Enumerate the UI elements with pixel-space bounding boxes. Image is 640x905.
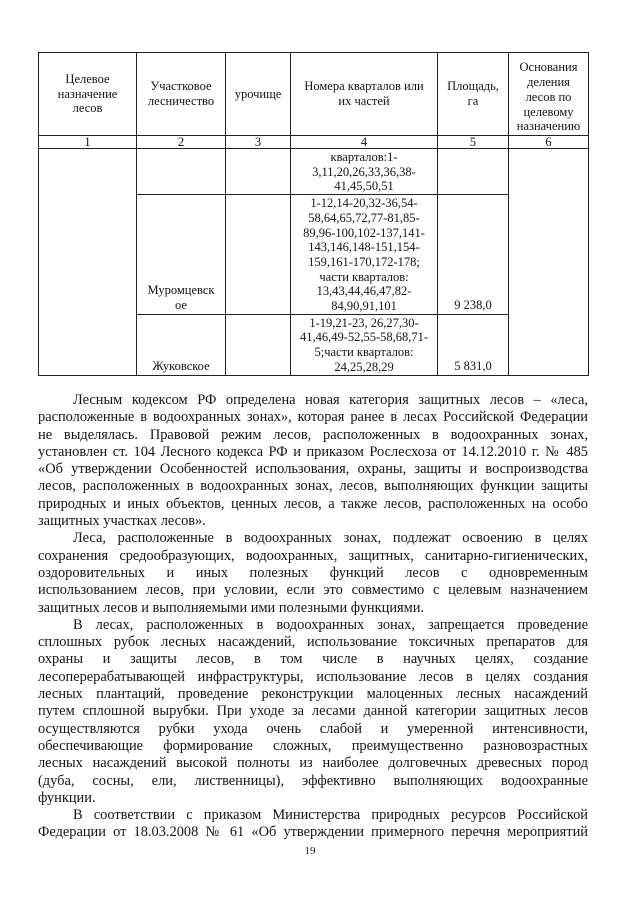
body-text — [38, 392, 588, 842]
text-line: защитных участках лесов». — [38, 513, 206, 530]
forestry-cell — [137, 149, 226, 195]
area-cell: 9 238,0 — [438, 195, 509, 315]
header-line: назначению — [516, 119, 581, 134]
basis-cell — [509, 149, 589, 376]
text-line: использованием лесов, при условии, если это совместимо с целевым назначением — [38, 582, 588, 599]
tract-cell — [226, 195, 291, 315]
text-line: расположенные в водоохранных зонах», которая ранее в лесах Российской Федерации — [38, 409, 588, 426]
text-line: сохранения средообразующих, водоохранных, защитных, санитарно-гигиенических, — [38, 547, 588, 564]
area-cell — [438, 149, 509, 195]
column-number-row — [39, 136, 589, 149]
header-line: Площадь, — [447, 79, 499, 94]
column-number: 4 — [291, 136, 438, 149]
quarters-cell — [291, 149, 438, 195]
quarters-cell — [291, 314, 438, 375]
header-line: га — [467, 94, 479, 108]
paragraph — [38, 392, 588, 530]
header-line: назначение — [57, 86, 118, 101]
header-line: деления — [527, 75, 570, 90]
quarters-line: 13,43,44,46,47,82- — [316, 284, 412, 299]
tract-cell — [226, 149, 291, 195]
header-line: лесничество — [147, 94, 215, 108]
text-line: природных и иных объектов, ценных лесов, а также лесов, расположенных на особо — [38, 495, 588, 512]
column-number: 1 — [39, 136, 137, 149]
text-line: В лесах, расположенных в водоохранных зонах, запрещается проведение — [73, 616, 588, 633]
text-line: путем сплошной вырубки. При уходе за лесами данной категории защитных лесов — [38, 703, 588, 720]
header-line: Участковое — [150, 79, 212, 94]
forest-purpose-table — [38, 52, 589, 376]
page-number: 19 — [304, 845, 316, 857]
area-cell: 5 831,0 — [438, 314, 509, 375]
forestry-line: Жуковское — [152, 358, 210, 373]
quarters-line: 1-12,14-20,32-36,54- — [310, 196, 418, 211]
text-line: установлен ст. 104 Лесного кодекса РФ и приказом Рослесхоза от 14.12.2010 г. № 485 — [38, 443, 588, 460]
text-line: лесных плантаций, проведение реконструкции малоценных лесных насаждений — [38, 686, 588, 703]
text-line: оздоровительных и иных полезных функций лесов с одновременным — [38, 564, 588, 581]
quarters-line: 41,45,50,51 — [334, 179, 394, 194]
header-cell-quarters — [291, 53, 438, 136]
text-line: не выделялась. Правовой режим лесов, расположенных в водоохранных зонах, — [38, 426, 588, 443]
header-cell-tract — [226, 53, 291, 136]
text-line: обеспечивающие формирование сложных, преимущественно разновозрастных — [38, 737, 588, 754]
paragraph — [38, 807, 588, 842]
header-line: Целевое — [65, 71, 110, 86]
quarters-cell — [291, 195, 438, 315]
quarters-line: 58,64,65,72,77-81,85- — [308, 210, 420, 225]
forestry-cell — [137, 314, 226, 375]
tract-cell — [226, 314, 291, 375]
purpose-cell — [39, 149, 137, 376]
text-line: Федерации от 18.03.2008 № 61 «Об утверждении примерного перечня мероприятий — [38, 824, 588, 841]
text-line: В соответствии с приказом Министерства природных ресурсов Российской — [73, 807, 588, 824]
header-cell-forestry — [137, 53, 226, 136]
forestry-cell — [137, 195, 226, 315]
table-row — [39, 149, 589, 195]
header-line: Основания — [519, 60, 578, 75]
text-line: Леса, расположенные в водоохранных зонах, подлежат освоению в целях — [73, 530, 588, 547]
text-line: лесных насаждений высокой полноты из наиболее долговечных древесных пород — [38, 755, 588, 772]
column-number: 2 — [137, 136, 226, 149]
header-line: урочище — [234, 86, 282, 101]
header-line: их частей — [338, 94, 390, 108]
quarters-line: 143,146,148-151,154- — [308, 240, 420, 255]
quarters-line: кварталов:1- — [330, 150, 398, 164]
text-line: защитных лесов и выполняемыми ими полезными функциями. — [38, 599, 425, 616]
text-line: осуществляются рубки ухода очень слабой и умеренной интенсивности, — [38, 720, 588, 737]
table-header-row — [39, 53, 589, 136]
quarters-line: 84,90,91,101 — [331, 299, 397, 314]
text-line: «Об утверждении Особенностей использования, охраны, защиты и воспроизводства — [38, 461, 588, 478]
header-line: лесов — [72, 101, 103, 116]
header-cell-purpose — [39, 53, 137, 136]
quarters-line: 159,161-170,172-178; — [308, 254, 420, 269]
text-line: сплошных рубок лесных насаждений, использование токсичных препаратов для — [38, 634, 588, 651]
header-cell-basis — [509, 53, 589, 136]
column-number: 3 — [226, 136, 291, 149]
quarters-line: 24,25,28,29 — [334, 359, 394, 374]
quarters-line: части кварталов: — [319, 269, 409, 284]
forestry-line: ое — [175, 298, 187, 313]
text-line: (дуба, сосны, ели, лиственницы), эффективно выполняющих водоохранные — [38, 772, 588, 789]
text-line: охраны и защиты лесов, в том числе в научных целях, создание — [38, 651, 588, 668]
text-line: лесоперерабатывающей инфраструктуры, использование лесов в целях создания — [38, 668, 588, 685]
header-line: целевому — [523, 104, 574, 119]
header-cell-area — [438, 53, 509, 136]
quarters-line: 1-19,21-23, 26,27,30- — [309, 315, 419, 330]
paragraph — [38, 530, 588, 616]
quarters-line: 89,96-100,102-137,141- — [303, 225, 425, 240]
text-line: функции. — [38, 789, 96, 806]
text-line: Лесным кодексом РФ определена новая категория защитных лесов – «леса, — [73, 392, 588, 408]
quarters-line: 5;части кварталов: — [314, 345, 414, 360]
header-line: Номера кварталов или — [304, 79, 424, 94]
text-line: лесов, расположенных в водоохранных зонах, лесов, выполняющих функции защиты — [38, 478, 588, 495]
forestry-line: Муромцевск — [147, 283, 215, 298]
column-number: 6 — [509, 136, 589, 149]
quarters-line: 41,46,49-52,55-58,68,71- — [299, 330, 429, 345]
paragraph — [38, 617, 588, 807]
quarters-line: 3,11,20,26,33,36,38- — [312, 164, 416, 179]
header-line: лесов по — [525, 89, 572, 104]
column-number: 5 — [438, 136, 509, 149]
